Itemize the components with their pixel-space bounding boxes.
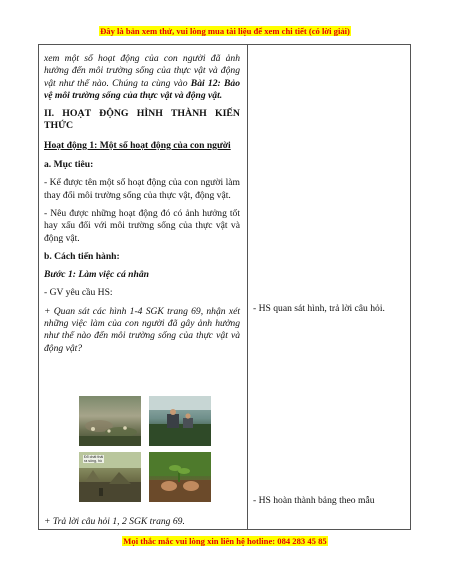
- observe-task: + Quan sát các hình 1-4 SGK trang 69, nhận xét những việc làm của con người đã gây ảnh hưởng như thế nào đến môi trường sống của thực vật và động vật?: [44, 305, 240, 354]
- gv-request: - GV yêu cầu HS:: [44, 287, 113, 299]
- activity-title: Hoạt động 1: Một số hoạt động của con người: [44, 139, 231, 151]
- image-polluted-river: [79, 396, 141, 446]
- section-heading: II. HOẠT ĐỘNG HÌNH THÀNH KIẾN THỨC: [44, 108, 240, 132]
- textbook-images: [77, 394, 217, 506]
- preview-notice-banner: [0, 26, 450, 36]
- hs-complete-text: - HS hoàn thành bảng theo mẫu: [253, 495, 375, 506]
- hotline-text: Mọi thắc mắc vui lòng xin liên hệ hotline: 084 283 45 85: [123, 536, 327, 546]
- intro-text: xem một số hoạt động của con người đã ảnh hưởng đến môi trường sống của thực vật và động vật như thế nào. Chúng ta cùng vào: [44, 53, 240, 89]
- hotline-banner: [0, 536, 450, 546]
- objective-2: - Nêu được những hoạt động đó có ảnh hưởng tốt hay xấu đối với môi trường sống của thực vật và động vật.: [44, 207, 240, 244]
- intro-lesson-title: Bài 12: Bảo vệ môi trường sống của thực vật và động vật.: [44, 77, 240, 101]
- hs-observe-text: - HS quan sát hình, trả lời câu hỏi.: [253, 303, 385, 314]
- answer-task: + Trả lời câu hỏi 1, 2 SGK trang 69.: [44, 516, 185, 527]
- objective-1: - Kể được tên một số hoạt động của con người làm thay đổi môi trường sống của thực vật, động vật.: [44, 177, 240, 201]
- intro-paragraph: [44, 53, 240, 102]
- preview-notice-text: Đây là bản xem thử, vui lòng mua tài liệu để xem chi tiết (có lời giải): [100, 26, 350, 36]
- objectives-heading: a. Mục tiêu:: [44, 159, 94, 171]
- procedure-heading: b. Cách tiến hành:: [44, 250, 120, 262]
- step-1-heading: Bước 1: Làm việc cá nhân: [44, 269, 149, 281]
- image-waste-dumping: [79, 452, 141, 502]
- teacher-activity-column: [44, 53, 240, 355]
- image-caption: Đổ chất thải ra sông, hồ: [84, 455, 104, 463]
- image-fishing-electric: [149, 396, 211, 446]
- lesson-table: [38, 44, 411, 530]
- image-planting-tree: [149, 452, 211, 502]
- column-divider: [247, 45, 248, 529]
